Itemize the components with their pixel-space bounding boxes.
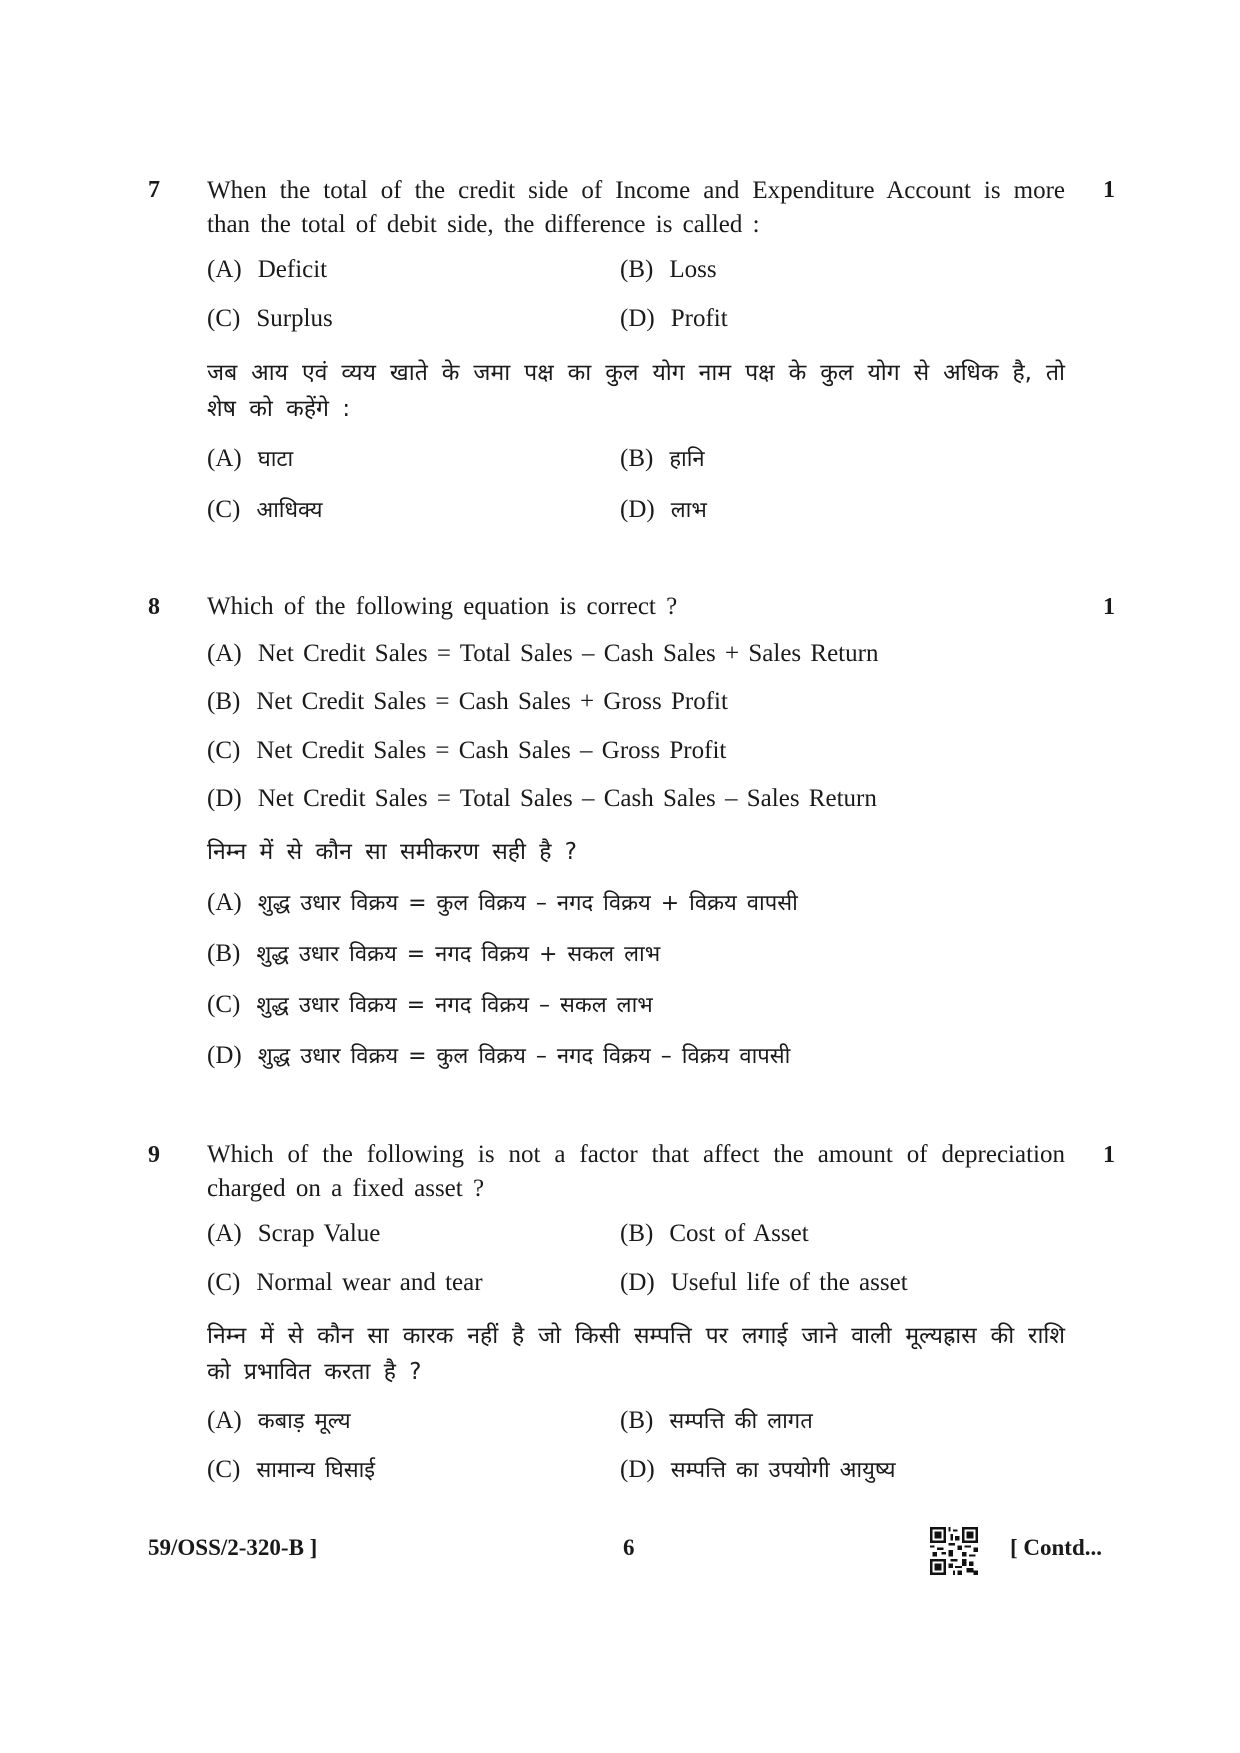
option-text: Loss — [669, 256, 717, 283]
continued-label: [ Contd... — [1010, 1535, 1103, 1560]
question-text-en: Which of the following is not a factor that affect the amount of depreciation charged on a fixed asset ? — [207, 1141, 1065, 1202]
option-a-hi — [207, 1405, 351, 1435]
option-a-hi — [207, 887, 798, 917]
option-a-en — [207, 256, 327, 284]
question-text-hi: निम्न में से कौन सा समीकरण सही है ? — [207, 839, 578, 865]
question-number: 9 — [148, 1142, 160, 1168]
option-c-hi — [207, 989, 653, 1019]
option-text: शुद्ध उधार विक्रय = नगद विक्रय + सकल लाभ — [256, 942, 661, 967]
option-label: (A) — [207, 1407, 242, 1434]
option-label: (A) — [207, 445, 242, 472]
option-b-hi — [207, 938, 660, 968]
option-text: Net Credit Sales = Total Sales – Cash Sales – Sales Return — [257, 785, 877, 812]
option-text: कबाड़ मूल्य — [257, 1409, 351, 1434]
qr-code-icon — [930, 1527, 978, 1575]
option-b-en — [207, 688, 728, 716]
option-d-hi — [207, 1040, 790, 1070]
option-label: (C) — [207, 305, 241, 332]
option-text: Net Credit Sales = Cash Sales – Gross Profit — [256, 737, 727, 764]
paper-code: 59/OSS/2-320-B ] — [148, 1535, 318, 1560]
option-a-hi — [207, 443, 293, 473]
option-label: (B) — [620, 256, 654, 283]
option-label: (B) — [620, 1220, 654, 1247]
option-a-en — [207, 640, 878, 668]
option-label: (B) — [620, 1407, 654, 1434]
option-label: (D) — [207, 1042, 242, 1069]
option-label: (D) — [620, 305, 655, 332]
option-text: Net Credit Sales = Total Sales – Cash Sales + Sales Return — [257, 640, 879, 667]
option-label: (C) — [207, 991, 241, 1018]
option-text: हानि — [669, 447, 705, 472]
option-label: (B) — [207, 940, 241, 967]
question-number: 7 — [148, 177, 160, 203]
option-label: (D) — [620, 496, 655, 523]
option-c-hi — [207, 1454, 375, 1484]
option-d-en — [207, 785, 877, 813]
option-text: शुद्ध उधार विक्रय = कुल विक्रय – नगद विक्रय + विक्रय वापसी — [257, 891, 798, 916]
option-label: (D) — [620, 1456, 655, 1483]
option-d-hi — [620, 1454, 896, 1484]
option-d-en — [620, 1269, 908, 1297]
option-text: सम्पत्ति की लागत — [669, 1409, 813, 1434]
option-label: (D) — [620, 1269, 655, 1296]
option-text: आधिक्य — [256, 498, 323, 523]
option-text: Cost of Asset — [669, 1220, 809, 1247]
question-marks: 1 — [1103, 594, 1115, 620]
option-label: (A) — [207, 640, 242, 667]
option-text: सम्पत्ति का उपयोगी आयुष्य — [670, 1458, 896, 1483]
option-label: (B) — [620, 445, 654, 472]
question-marks: 1 — [1103, 177, 1115, 203]
option-text: Profit — [670, 305, 728, 332]
option-b-en — [620, 1220, 809, 1248]
option-a-en — [207, 1220, 380, 1248]
page-number: 6 — [623, 1535, 635, 1560]
option-b-hi — [620, 1405, 813, 1435]
option-text: शुद्ध उधार विक्रय = कुल विक्रय – नगद विक्रय – विक्रय वापसी — [257, 1044, 791, 1069]
question-text-hi: जब आय एवं व्यय खाते के जमा पक्ष का कुल योग नाम पक्ष के कुल योग से अधिक है, तो शेष को कहेंगे : — [207, 360, 1065, 422]
option-text: Surplus — [256, 305, 333, 332]
question-text-en: When the total of the credit side of Income and Expenditure Account is more than the total of debit side, the difference is called : — [207, 177, 1065, 238]
option-text: शुद्ध उधार विक्रय = नगद विक्रय – सकल लाभ — [256, 993, 653, 1018]
option-label: (C) — [207, 496, 241, 523]
option-label: (C) — [207, 737, 241, 764]
option-b-hi — [620, 443, 705, 473]
question-text-hi: निम्न में से कौन सा कारक नहीं है जो किसी सम्पत्ति पर लगाई जाने वाली मूल्यह्रास की राशि को प्रभावित करता है ? — [207, 1323, 1065, 1385]
option-text: Useful life of the asset — [670, 1269, 908, 1296]
question-number: 8 — [148, 594, 160, 620]
option-text: Normal wear and tear — [256, 1269, 483, 1296]
option-label: (A) — [207, 1220, 242, 1247]
option-label: (D) — [207, 785, 242, 812]
option-c-en — [207, 1269, 483, 1297]
option-label: (C) — [207, 1456, 241, 1483]
option-label: (C) — [207, 1269, 241, 1296]
option-c-en — [207, 737, 726, 765]
option-text: सामान्य घिसाई — [256, 1458, 376, 1483]
option-d-hi — [620, 494, 707, 524]
question-text-en: Which of the following equation is correct ? — [207, 593, 678, 620]
option-label: (A) — [207, 256, 242, 283]
option-c-hi — [207, 494, 323, 524]
option-c-en — [207, 305, 333, 333]
option-text: घाटा — [257, 447, 294, 472]
option-d-en — [620, 305, 728, 333]
option-text: लाभ — [670, 498, 707, 523]
question-marks: 1 — [1103, 1142, 1115, 1168]
option-label: (A) — [207, 889, 242, 916]
option-label: (B) — [207, 688, 241, 715]
option-b-en — [620, 256, 717, 284]
option-text: Scrap Value — [257, 1220, 381, 1247]
option-text: Deficit — [257, 256, 328, 283]
option-text: Net Credit Sales = Cash Sales + Gross Profit — [256, 688, 728, 715]
